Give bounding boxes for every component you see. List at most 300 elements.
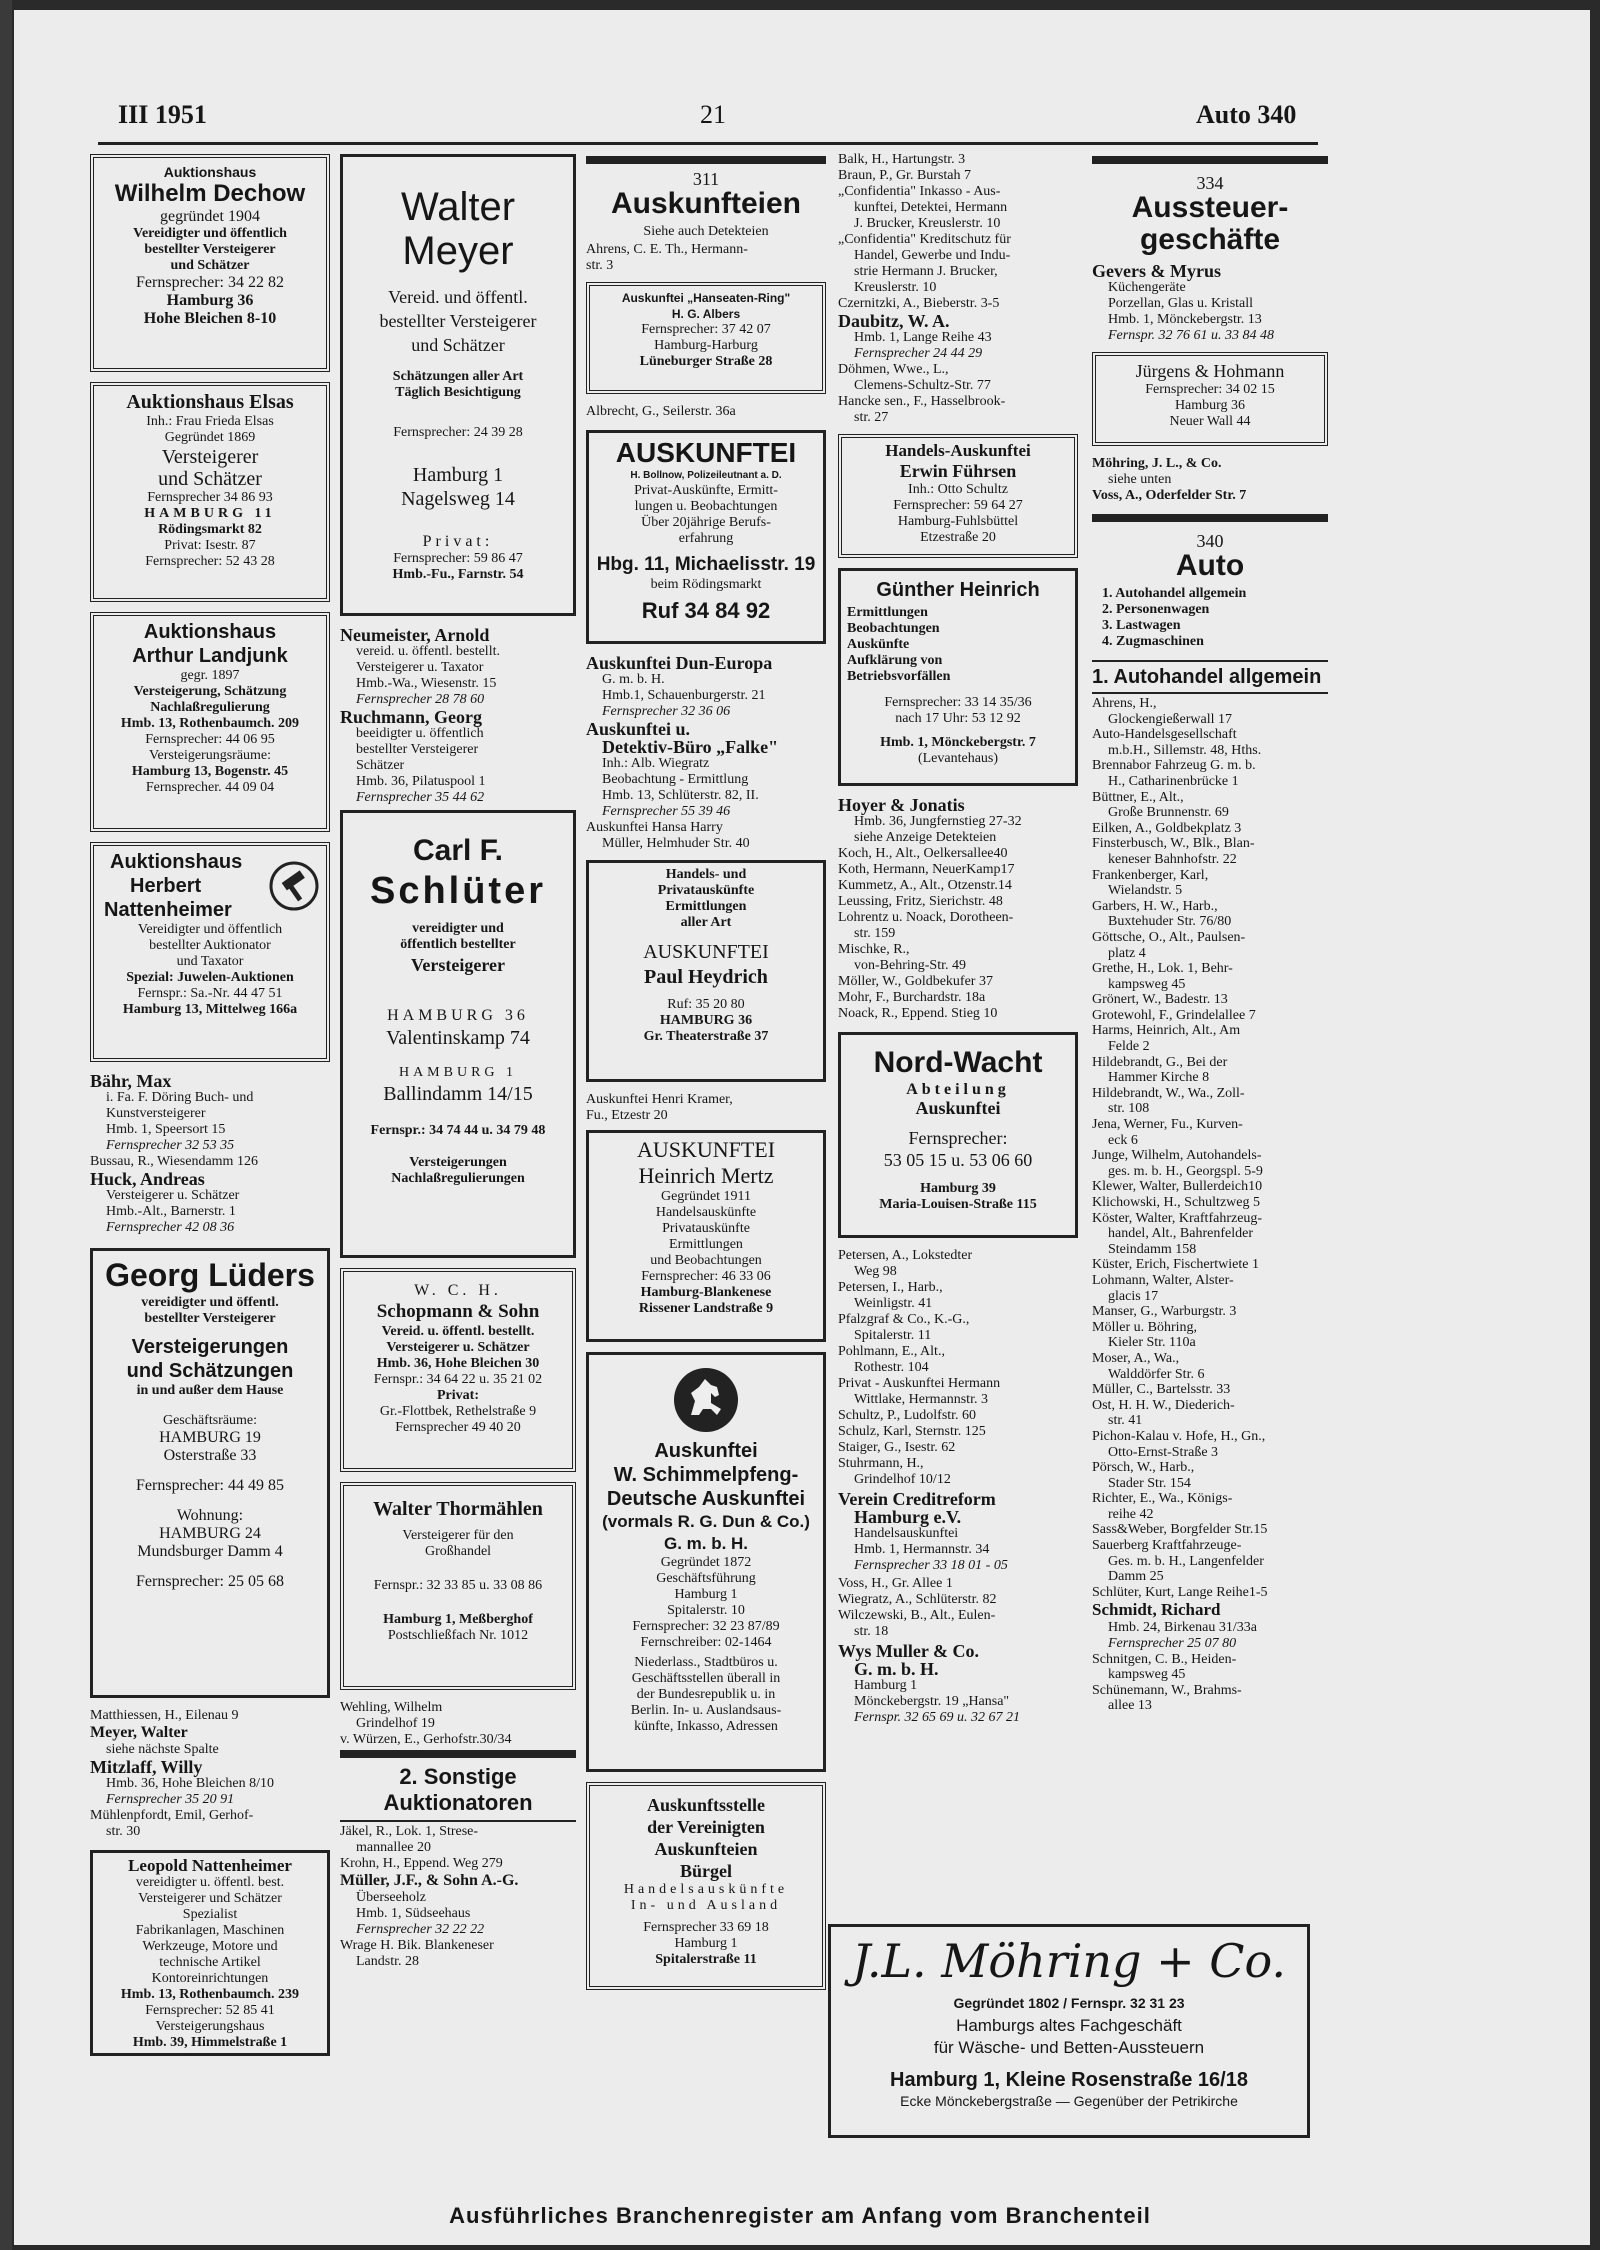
listing-line: eck 6 <box>1108 1132 1138 1148</box>
listing-line: Hmb. 1, Lange Reihe 43 <box>854 330 992 345</box>
listing-line: i. Fa. F. Döring Buch- und <box>106 1090 254 1105</box>
listing-name: Möller, W., Goldbekufer 37 <box>838 974 993 989</box>
category-item: 2. Personenwagen <box>1102 602 1210 617</box>
ad-phone: Fernsprecher: 34 02 15 <box>1145 382 1275 397</box>
ad-line: Versteigerungsräume: <box>148 748 272 763</box>
listing-line: allee 13 <box>1108 1698 1152 1714</box>
ad-address: Hamburg 1, Meßberghof <box>383 1612 533 1627</box>
column-3 <box>586 150 826 2000</box>
ad-title: Erwin Führsen <box>899 461 1017 481</box>
ad-line: Fernsprecher: <box>908 1128 1008 1148</box>
ad-walter-meyer <box>340 154 576 616</box>
ad-line: Versteigerer <box>411 955 505 975</box>
listing-line: Handel, Gewerbe und Indu- <box>854 248 1011 263</box>
ad-line: und Schätzer <box>158 468 262 490</box>
listing-name: Gevers & Myrus <box>1092 261 1221 281</box>
ad-line: der Bundesrepublik u. in <box>636 1687 776 1702</box>
listings-group <box>1092 696 1328 1714</box>
listing-name: Detektiv-Büro „Falke" <box>602 737 779 757</box>
listing-phone: Fernsprecher 25 07 80 <box>1108 1636 1237 1652</box>
ad-address: Maria-Louisen-Straße 115 <box>879 1197 1037 1212</box>
ad-line: Postschließfach Nr. 1012 <box>387 1628 529 1643</box>
listing-name: Hamburg e.V. <box>854 1507 962 1527</box>
ad-line: HAMBURG 24 <box>159 1525 261 1542</box>
ad-title: Deutsche Auskunftei <box>606 1488 806 1510</box>
ad-line: vereidigter und öffentl. <box>141 1295 279 1310</box>
listing-name: Albrecht, G., Seilerstr. 36a <box>586 404 736 419</box>
listing-name: Junge, Wilhelm, Autohandels- <box>1092 1148 1262 1164</box>
listing-name: Finsterbusch, W., Blk., Blan- <box>1092 836 1255 852</box>
listing-name: Sass&Weber, Borgfelder Str.15 <box>1092 1522 1268 1538</box>
listing-name: Schünemann, W., Brahms- <box>1092 1682 1242 1698</box>
listing-name: Wiegratz, A., Schlüterstr. 82 <box>838 1592 997 1607</box>
listing-name: Auskunftei Dun-Europa <box>586 653 773 673</box>
ad-line: technische Artikel <box>159 1955 261 1970</box>
ad-phone: Ruf: 35 20 80 <box>667 997 745 1012</box>
listings-group <box>1092 456 1328 504</box>
section-number: 311 <box>692 169 720 189</box>
ad-line: bestellter Versteigerer <box>144 242 276 257</box>
listing-line: Rothestr. 104 <box>854 1360 929 1375</box>
ad-line: (Levantehaus) <box>917 751 999 766</box>
listing-line: Stader Str. 154 <box>1108 1475 1191 1491</box>
listings-group <box>838 1576 1078 1640</box>
section-rule <box>586 156 826 164</box>
ad-line: Privat-Auskünfte, Ermitt- <box>634 483 778 498</box>
listing-line: str. 27 <box>854 410 889 425</box>
listing-name: Pohlmann, E., Alt., <box>838 1344 945 1359</box>
ad-line: und Schätzer <box>170 258 250 273</box>
listing-line: H., Catharinenbrücke 1 <box>1108 773 1239 789</box>
ad-line: und Schätzungen <box>126 1360 294 1382</box>
ad-line: Ermittlungen <box>847 605 928 620</box>
listing-line: G. m. b. H. <box>602 672 665 687</box>
listing-phone: Fernsprecher 32 53 35 <box>106 1138 235 1153</box>
listing-line: Überseeholz <box>356 1890 426 1905</box>
ad-title: Schlüter <box>369 870 547 912</box>
ad-line: Nachlaßregulierung <box>150 700 270 715</box>
listing-line: Hammer Kirche 8 <box>1108 1070 1210 1086</box>
listing-line: strie Hermann J. Brucker, <box>854 264 998 279</box>
listing-line: von-Behring-Str. 49 <box>854 958 966 973</box>
listing-name: Ahrens, C. E. Th., Hermann- <box>586 242 748 257</box>
listing-name: Müller, J.F., & Sohn A.-G. <box>340 1872 519 1889</box>
ad-title: Günther Heinrich <box>876 579 1040 601</box>
listing-line: kunftei, Detektei, Hermann <box>854 200 1008 215</box>
ad-line: gegründet 1904 <box>160 208 260 225</box>
ad-line: Versteigerung, Schätzung <box>133 684 287 699</box>
listing-line: vereid. u. öffentl. bestellt. <box>356 644 500 659</box>
listing-line: Kieler Str. 110a <box>1108 1335 1196 1351</box>
listing-name: Braun, P., Gr. Burstah 7 <box>838 168 971 183</box>
listing-phone: Fernsprecher 35 20 91 <box>106 1792 235 1807</box>
ad-line: Hamburg 1 <box>674 1587 738 1602</box>
ad-line: Privat: <box>437 1388 479 1403</box>
ad-nattenheimer <box>90 842 330 1062</box>
ad-address: Hbg. 11, Michaelisstr. 19 <box>596 554 816 575</box>
ad-phone: Fernsprecher: 32 23 87/89 <box>632 1619 780 1634</box>
listing-name: Klichowski, H., Schultzweg 5 <box>1092 1195 1260 1210</box>
listing-name: Harms, Heinrich, Alt., Am <box>1092 1023 1241 1039</box>
ad-address: Valentinskamp 74 <box>386 1027 530 1049</box>
listing-line: Damm 25 <box>1108 1569 1164 1585</box>
listing-name: Küster, Erich, Fischertwiete 1 <box>1092 1257 1260 1273</box>
listing-line: Hmb. 36, Jungfernstieg 27-32 <box>854 814 1022 829</box>
ad-address: Spitalerstr. 10 <box>667 1603 745 1618</box>
ad-title: Schopmann & Sohn <box>376 1301 540 1322</box>
listings-group <box>1092 262 1328 344</box>
ad-line: Versteigerer für den <box>402 1528 514 1543</box>
header-rule <box>98 142 1318 145</box>
listing-line: platz 4 <box>1108 945 1146 961</box>
listing-phone: Fernsprecher 35 44 62 <box>356 790 485 805</box>
ad-title: W. Schimmelpfeng- <box>613 1464 799 1486</box>
ad-line: HAMBURG 1 <box>398 1065 518 1080</box>
listing-name: Göttsche, O., Alt., Paulsen- <box>1092 929 1246 945</box>
ad-line: und Taxator <box>176 954 244 969</box>
listings-group <box>838 1248 1078 1488</box>
section-number: 340 <box>1196 531 1224 551</box>
listing-name: Stuhrmann, H., <box>838 1456 924 1471</box>
listing-phone: Fernsprecher 32 36 06 <box>602 704 731 719</box>
ad-line: AUSKUNFTEI <box>643 941 769 963</box>
ad-line: Schätzungen aller Art <box>392 369 524 384</box>
listing-line: Küchengeräte <box>1108 280 1186 295</box>
ad-phone: Fernsprecher: 25 05 68 <box>136 1573 284 1590</box>
ad-schopmann <box>340 1268 576 1472</box>
ad-line: Beobachtungen <box>847 621 940 636</box>
ad-leopold-nattenheimer <box>90 1850 330 2056</box>
listing-line: str. 3 <box>586 258 614 273</box>
ad-line: Täglich Besichtigung <box>395 385 521 400</box>
listing-name: Schulz, Karl, Sternstr. 125 <box>838 1424 986 1439</box>
ad-line: Handels- und <box>665 867 747 882</box>
listing-line: Porzellan, Glas u. Kristall <box>1108 296 1254 311</box>
listing-line: kampsweg 45 <box>1108 1667 1186 1683</box>
ad-line: Spezialist <box>182 1907 238 1922</box>
listing-name: Leussing, Fritz, Sierichstr. 48 <box>838 894 1003 909</box>
ad-phone: Fernspr.: 34 64 22 u. 35 21 02 <box>373 1372 543 1387</box>
ad-line: Niederlass., Stadtbüros u. <box>634 1655 778 1670</box>
listings-group <box>340 626 576 806</box>
listing-line: ges. m. b. H., Georgspl. 5-9 <box>1108 1163 1263 1179</box>
listings-group <box>340 1824 576 1970</box>
ad-fuehrsen <box>838 434 1078 558</box>
listing-name: Grotewohl, F., Grindelallee 7 <box>1092 1007 1256 1023</box>
listing-line: Felde 2 <box>1108 1039 1150 1055</box>
ad-title: Jürgens & Hohmann <box>1135 361 1285 381</box>
ad-address: Gr. Theaterstraße 37 <box>643 1029 769 1044</box>
ad-address: Osterstraße 33 <box>163 1447 257 1464</box>
listing-line: Hmb.-Wa., Wiesenstr. 15 <box>356 676 497 691</box>
ad-address: Hamburg 13, Bogenstr. 45 <box>131 764 289 779</box>
ad-line: Auktionshaus <box>143 621 277 643</box>
ad-title: Auktionshaus Elsas <box>126 391 294 413</box>
ad-title: Paul Heydrich <box>644 966 768 988</box>
ad-line: Auskunftei <box>654 1440 758 1462</box>
ad-line: Versteigerungshaus <box>155 2019 265 2034</box>
ad-line: Aufklärung von <box>847 653 943 668</box>
ad-line: vereidigter und <box>412 921 504 936</box>
listing-name: Wilczewski, B., Alt., Eulen- <box>838 1608 996 1623</box>
listing-line: siehe unten <box>1108 472 1172 487</box>
listing-line: Handelsauskunftei <box>854 1526 959 1541</box>
listing-name: Wehling, Wilhelm <box>340 1700 443 1715</box>
listing-name: Schlüter, Kurt, Lange Reihe1-5 <box>1092 1584 1268 1600</box>
ad-line: Gegründet 1869 <box>164 430 256 445</box>
ad-address: Hmb. 13, Rothenbaumch. 209 <box>120 716 300 731</box>
ad-phone: Fernsprecher 34 86 93 <box>147 490 273 505</box>
ad-phone: Fernspr.: 34 74 44 u. 34 79 48 <box>370 1123 546 1138</box>
listing-name: Klewer, Walter, Bullerdeich10 <box>1092 1179 1263 1195</box>
listing-line: siehe nächste Spalte <box>106 1742 219 1757</box>
ad-line: Vereidigter und öffentlich <box>137 922 283 937</box>
ad-line: Vereid. u. öffentl. bestellt. <box>381 1324 535 1339</box>
ad-address: Lüneburger Straße 28 <box>639 354 773 369</box>
listing-phone: Fernsprecher 32 22 22 <box>356 1922 485 1937</box>
listing-line: Wittlake, Hermannstr. 3 <box>854 1392 988 1407</box>
horse-logo-icon <box>671 1365 741 1435</box>
ad-title: Georg Lüders <box>105 1257 315 1293</box>
listing-name: Auskunftei Henri Kramer, <box>586 1092 733 1107</box>
listing-line: str. 41 <box>1108 1413 1143 1429</box>
listings-group <box>838 1490 1078 1574</box>
listing-line: str. 30 <box>106 1824 141 1839</box>
ad-phone: Fernsprecher: 33 14 35/36 <box>884 695 1032 710</box>
ad-line: Wohnung: <box>176 1507 244 1524</box>
ad-landjunk <box>90 612 330 832</box>
listing-name: Daubitz, W. A. <box>838 311 950 331</box>
ad-line: bestellter Versteigerer <box>379 311 537 331</box>
ad-address: Hmb. 39, Himmelstraße 1 <box>132 2035 288 2050</box>
ad-line: G. m. b. H. <box>663 1534 749 1553</box>
ad-line: Ecke Mönckebergstraße — Gegenüber der Petrikirche <box>900 2093 1238 2109</box>
ad-line: Vereid. und öffentl. <box>388 287 528 307</box>
listing-line: Schätzer <box>356 758 405 773</box>
listing-line: Walddörfer Str. 6 <box>1108 1366 1205 1382</box>
listing-line: reihe 42 <box>1108 1506 1154 1522</box>
ad-line: und Schätzer <box>411 335 505 355</box>
ad-phone: Fernsprecher: 37 42 07 <box>641 322 771 337</box>
section-heading: Aussteuer-geschäfte <box>1131 191 1289 256</box>
ad-line: Berlin. In- u. Auslandsaus- <box>630 1703 782 1718</box>
ad-line: Vereidigter und öffentlich <box>133 226 287 241</box>
ad-phone: Fernsprecher: 52 43 28 <box>145 554 275 569</box>
ad-address: Hmb. 13, Rothenbaumch. 239 <box>120 1987 300 2002</box>
listing-line: Steindamm 158 <box>1108 1241 1197 1257</box>
ad-guenther-heinrich <box>838 568 1078 786</box>
listing-name: Hancke sen., F., Hasselbrook- <box>838 394 1006 409</box>
ad-line: erfahrung <box>678 531 734 546</box>
ad-line: Ermittlungen <box>669 1237 743 1252</box>
ad-line: Abteilung <box>906 1081 1010 1098</box>
listing-line: str. 159 <box>854 926 896 941</box>
ad-address: Ballindamm 14/15 <box>383 1083 533 1105</box>
listing-name: „Confidentia" Kreditschutz für <box>838 232 1011 247</box>
header-category: Auto 340 <box>1196 100 1297 129</box>
subsection-heading: 1. Autohandel allgemein <box>1092 660 1328 694</box>
ad-line: in und außer dem Hause <box>136 1383 284 1398</box>
ad-phone: Fernsprecher: 44 06 95 <box>145 732 275 747</box>
listing-name: Schultz, P., Ludolfstr. 60 <box>838 1408 977 1423</box>
listing-name: Lohrentz u. Noack, Dorotheen- <box>838 910 1014 925</box>
listing-name: Pörsch, W., Harb., <box>1092 1460 1195 1476</box>
listing-name: Noack, R., Eppend. Stieg 10 <box>838 1006 998 1021</box>
ad-line: Privatauskünfte <box>662 1221 750 1236</box>
listing-line: handel, Alt., Bahrenfelder <box>1108 1226 1254 1242</box>
listing-name: Jena, Werner, Fu., Kurven- <box>1092 1117 1243 1133</box>
listing-line: Weg 98 <box>854 1264 897 1279</box>
ad-title: Nattenheimer <box>104 899 232 921</box>
hammer-logo-icon <box>268 860 320 912</box>
ad-schlueter <box>340 810 576 1258</box>
listing-name: Matthiessen, H., Eilenau 9 <box>90 1708 239 1723</box>
listing-name: Hildebrandt, W., Wa., Zoll- <box>1092 1085 1245 1101</box>
listing-line: Große Brunnenstr. 69 <box>1108 805 1229 821</box>
listing-line: Grindelhof 19 <box>356 1716 435 1731</box>
column-5 <box>1092 150 1328 1716</box>
listing-name: Müller, C., Bartelsstr. 33 <box>1092 1382 1231 1398</box>
ad-line: und Beobachtungen <box>650 1253 762 1268</box>
listing-line: Hmb.-Alt., Barnerstr. 1 <box>106 1204 236 1219</box>
ad-phone: Fernsprecher 49 40 20 <box>395 1420 521 1435</box>
ad-line: Fabrikanlagen, Maschinen <box>135 1923 285 1938</box>
listing-line: Hmb. 1, Hermannstr. 34 <box>854 1542 990 1557</box>
ad-line: Fernschreiber: 02-1464 <box>640 1635 772 1650</box>
section-heading: Auto <box>1175 549 1245 582</box>
listing-name: „Confidentia" Inkasso - Aus- <box>838 184 1001 199</box>
listing-phone: Fernsprecher 33 18 01 - 05 <box>854 1558 1008 1573</box>
listing-name: Richter, E., Wa., Königs- <box>1092 1491 1233 1507</box>
ad-line: Über 20jährige Berufs- <box>641 515 771 530</box>
ad-address: Hmb.-Fu., Farnstr. 54 <box>392 567 524 582</box>
listing-name: Kummetz, A., Alt., Otzenstr.14 <box>838 878 1012 893</box>
ad-line: Hamburg 1 <box>412 464 504 486</box>
ad-line: Versteigerungen <box>409 1155 507 1170</box>
ad-line: Spezial: Juwelen-Auktionen <box>126 970 294 985</box>
listing-line: Landstr. 28 <box>356 1954 419 1969</box>
listing-line: Clemens-Schultz-Str. 77 <box>854 378 991 393</box>
footer-note: Ausführliches Branchenregister am Anfang vom Branchenteil <box>449 2203 1151 2228</box>
listing-name: Frankenberger, Karl, <box>1092 867 1209 883</box>
ad-line: In- und Ausland <box>630 1898 782 1913</box>
listing-line: Wielandstr. 5 <box>1108 883 1183 899</box>
ad-line: Auskünfte <box>847 637 910 652</box>
listing-name: Moser, A., Wa., <box>1092 1350 1180 1366</box>
section-rule <box>1092 156 1328 164</box>
listing-name: Lohmann, Walter, Alster- <box>1092 1272 1234 1288</box>
ad-mertz <box>586 1130 826 1342</box>
listing-line: Müller, Helmhuder Str. 40 <box>602 836 750 851</box>
ad-line: Gegründet 1911 <box>660 1189 752 1204</box>
listing-line: glacis 17 <box>1108 1288 1159 1304</box>
ad-hanseaten-ring <box>586 282 826 394</box>
listing-line: siehe Anzeige Detekteien <box>854 830 997 845</box>
ad-line: Kontoreinrichtungen <box>151 1971 269 1986</box>
listing-name: Voss, H., Gr. Allee 1 <box>838 1576 953 1591</box>
listing-name: Schmidt, Richard <box>1092 1600 1221 1620</box>
listing-name: Jäkel, R., Lok. 1, Strese- <box>340 1824 479 1839</box>
listing-line: Grindelhof 10/12 <box>854 1472 951 1487</box>
ad-line: Ermittlungen <box>665 899 747 914</box>
section-note: Siehe auch Detekteien <box>643 224 769 239</box>
listing-name: Ruchmann, Georg <box>340 707 483 727</box>
listing-name: Balk, H., Hartungstr. 3 <box>838 152 966 167</box>
ad-schimmelpfeng <box>586 1352 826 1772</box>
ad-phone: Fernsprecher: 59 64 27 <box>893 498 1023 513</box>
ad-line: Hamburg-Fuhlsbüttel <box>897 514 1019 529</box>
listing-name: Huck, Andreas <box>90 1169 205 1189</box>
ad-phone: nach 17 Uhr: 53 12 92 <box>895 711 1021 726</box>
ad-line: Versteigerer u. Schätzer <box>386 1340 530 1355</box>
ad-line: vereidigter u. öffentl. best. <box>135 1875 285 1890</box>
ad-address: Hamburg 1, Kleine Rosenstraße 16/18 <box>890 2069 1248 2091</box>
ad-phone: Fernspr.: Sa.-Nr. 44 47 51 <box>137 986 283 1001</box>
listing-phone: Fernspr. 32 65 69 u. 32 67 21 <box>854 1710 1021 1725</box>
listing-phone: Fernsprecher 24 44 29 <box>854 346 983 361</box>
listing-line: Otto-Ernst-Straße 3 <box>1108 1444 1219 1460</box>
ad-title: H. G. Albers <box>671 307 741 321</box>
section-heading: Auskunfteien <box>610 187 802 220</box>
ad-juergens-hohmann <box>1092 352 1328 446</box>
ad-title: AUSKUNFTEI <box>615 437 797 468</box>
listing-name: Staiger, G., Isestr. 62 <box>838 1440 956 1455</box>
listings-group <box>90 1708 330 1840</box>
ad-title: Auskunfteien <box>654 1839 758 1859</box>
ad-title: Wilhelm Dechow <box>114 180 306 207</box>
listings-group <box>838 796 1078 1022</box>
ad-line: Auktionshaus <box>163 164 257 180</box>
listing-name: Döhmen, Wwe., L., <box>838 362 949 377</box>
header-volume: III 1951 <box>118 100 207 129</box>
ad-address: Nagelsweg 14 <box>401 488 515 510</box>
listing-name: Möhring, J. L., & Co. <box>1092 456 1222 471</box>
listing-line: str. 108 <box>1108 1101 1150 1117</box>
ad-moehring <box>828 1924 1310 2138</box>
listing-name: Petersen, A., Lokstedter <box>838 1248 973 1263</box>
column-4 <box>838 150 1078 1728</box>
ad-line: Handels-Auskunftei <box>885 441 1031 460</box>
listing-name: Möller u. Böhring, <box>1092 1319 1197 1335</box>
listing-name: Grethe, H., Lok. 1, Behr- <box>1092 961 1233 977</box>
listing-name: Bähr, Max <box>90 1071 172 1091</box>
listing-name: Pfalzgraf & Co., K.-G., <box>838 1312 970 1327</box>
ad-line: Privat: <box>422 533 494 550</box>
listing-phone: Fernsprecher 55 39 46 <box>602 804 731 819</box>
ad-line: Inh.: Frau Frieda Elsas <box>146 414 274 429</box>
ad-line: HAMBURG 36 <box>387 1007 529 1024</box>
listing-line: Buxtehuder Str. 76/80 <box>1108 914 1232 930</box>
listing-line: Beobachtung - Ermittlung <box>602 772 749 787</box>
ad-line: Hamburg-Harburg <box>654 338 758 353</box>
ad-line: HAMBURG 36 <box>659 1013 753 1028</box>
category-item: 3. Lastwagen <box>1102 618 1181 633</box>
ad-line: Werkzeuge, Motore und <box>142 1939 278 1954</box>
listing-line: bestellter Versteigerer <box>356 742 479 757</box>
ad-line: bestellter Auktionator <box>149 938 271 953</box>
ad-address: Etzestraße 20 <box>920 530 996 545</box>
listing-line: kampsweg 45 <box>1108 976 1186 992</box>
listing-line: str. 18 <box>854 1624 889 1639</box>
listing-name: Ost, H. H. W., Diederich- <box>1092 1397 1235 1413</box>
ad-address: Hamburg 13, Mittelweg 166a <box>122 1002 298 1017</box>
listing-line: Inh.: Alb. Wiegratz <box>602 756 710 771</box>
listing-name: Büttner, E., Alt., <box>1092 789 1184 805</box>
listing-name: v. Würzen, E., Gerhofstr.30/34 <box>340 1732 512 1747</box>
listing-name: Mischke, R., <box>838 942 910 957</box>
ad-line: Hamburg 36 <box>166 292 254 309</box>
ad-heydrich <box>586 860 826 1082</box>
